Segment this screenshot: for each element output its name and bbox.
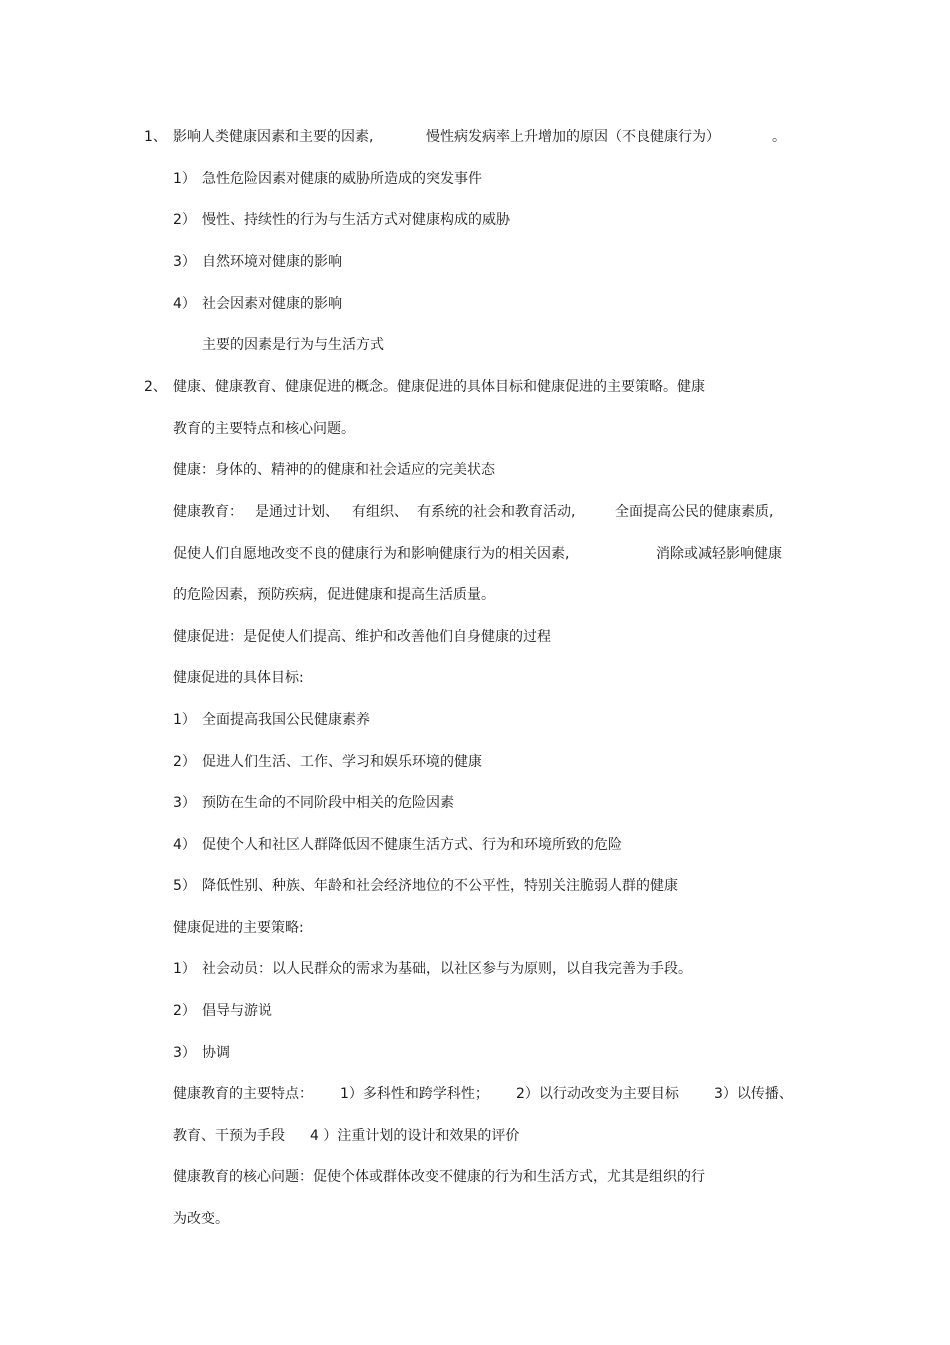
health-edu-def-line-3: 的危险因素，预防疾病，促进健康和提高生活质量。 xyxy=(173,587,495,603)
q2-title-line-1: 健康、健康教育、健康促进的概念。健康促进的具体目标和健康促进的主要策略。健康 xyxy=(173,379,705,395)
feature-item: 4 ）注重计划的设计和效果的评价 xyxy=(310,1128,520,1144)
q2-number: 2、 xyxy=(144,379,167,395)
health-edu-def-seg: 有系统的社会和教育活动, xyxy=(417,504,576,520)
q1-item-text: 自然环境对健康的影响 xyxy=(202,254,342,270)
strategy-text: 社会动员：以人民群众的需求为基础，以社区参与为原则，以自我完善为手段。 xyxy=(202,961,692,977)
feature-item: 3）以传播、 xyxy=(714,1086,793,1102)
q1-number: 1、 xyxy=(144,129,167,145)
goal-text: 预防在生命的不同阶段中相关的危险因素 xyxy=(202,795,454,811)
q1-item-text: 急性危险因素对健康的威胁所造成的突发事件 xyxy=(202,171,482,187)
q1-item-text: 社会因素对健康的影响 xyxy=(202,296,342,312)
goal-text: 促使个人和社区人群降低因不健康生活方式、行为和环境所致的危险 xyxy=(202,837,622,853)
goal-num: 4） xyxy=(173,837,196,853)
q1-conclusion: 主要的因素是行为与生活方式 xyxy=(202,337,384,353)
q1-item-num: 4） xyxy=(173,296,196,312)
goal-num: 1） xyxy=(173,712,196,728)
health-edu-def-seg: 是通过计划、 xyxy=(255,504,339,520)
q1-item-num: 3） xyxy=(173,254,196,270)
goal-text: 促进人们生活、工作、学习和娱乐环境的健康 xyxy=(202,754,482,770)
goals-heading: 健康促进的具体目标: xyxy=(173,670,304,686)
goal-num: 2） xyxy=(173,754,196,770)
core-issue-line-1: 健康教育的核心问题：促使个体或群体改变不健康的行为和生活方式，尤其是组织的行 xyxy=(173,1169,705,1185)
health-edu-def-line-2b: 消除或减轻影响健康 xyxy=(656,546,782,562)
core-issue-line-2: 为改变。 xyxy=(173,1211,229,1227)
strategy-num: 3） xyxy=(173,1045,196,1061)
health-edu-def-label: 健康教育： xyxy=(173,504,243,520)
q2-title-line-2: 教育的主要特点和核心问题。 xyxy=(173,421,355,437)
health-definition: 健康：身体的、精神的的健康和社会适应的完美状态 xyxy=(173,462,495,478)
health-edu-def-seg: 有组织、 xyxy=(352,504,408,520)
q1-title-part-b: 慢性病发病率上升增加的原因（不良健康行为） xyxy=(426,129,720,145)
q1-item-num: 2） xyxy=(173,212,196,228)
strategy-num: 1） xyxy=(173,961,196,977)
q1-title-end: 。 xyxy=(772,129,786,145)
goal-num: 5） xyxy=(173,878,196,894)
strategies-heading: 健康促进的主要策略: xyxy=(173,920,304,936)
strategy-text: 协调 xyxy=(202,1045,230,1061)
strategy-text: 倡导与游说 xyxy=(202,1003,272,1019)
q1-item-text: 慢性、持续性的行为与生活方式对健康构成的威胁 xyxy=(202,212,510,228)
health-promo-definition: 健康促进：是促使人们提高、维护和改善他们自身健康的过程 xyxy=(173,629,551,645)
strategy-num: 2） xyxy=(173,1003,196,1019)
goal-text: 降低性别、种族、年龄和社会经济地位的不公平性，特别关注脆弱人群的健康 xyxy=(202,878,678,894)
goal-text: 全面提高我国公民健康素养 xyxy=(202,712,370,728)
goal-num: 3） xyxy=(173,795,196,811)
feature-item: 1）多科性和跨学科性； xyxy=(340,1086,489,1102)
feature-item: 2）以行动改变为主要目标 xyxy=(516,1086,679,1102)
q1-title-part-a: 影响人类健康因素和主要的因素, xyxy=(173,129,374,145)
feature-item: 教育、干预为手段 xyxy=(173,1128,285,1144)
q1-item-num: 1） xyxy=(173,171,196,187)
features-label: 健康教育的主要特点： xyxy=(173,1086,313,1102)
health-edu-def-seg: 全面提高公民的健康素质, xyxy=(615,504,774,520)
health-edu-def-line-2a: 促使人们自愿地改变不良的健康行为和影响健康行为的相关因素, xyxy=(173,546,570,562)
